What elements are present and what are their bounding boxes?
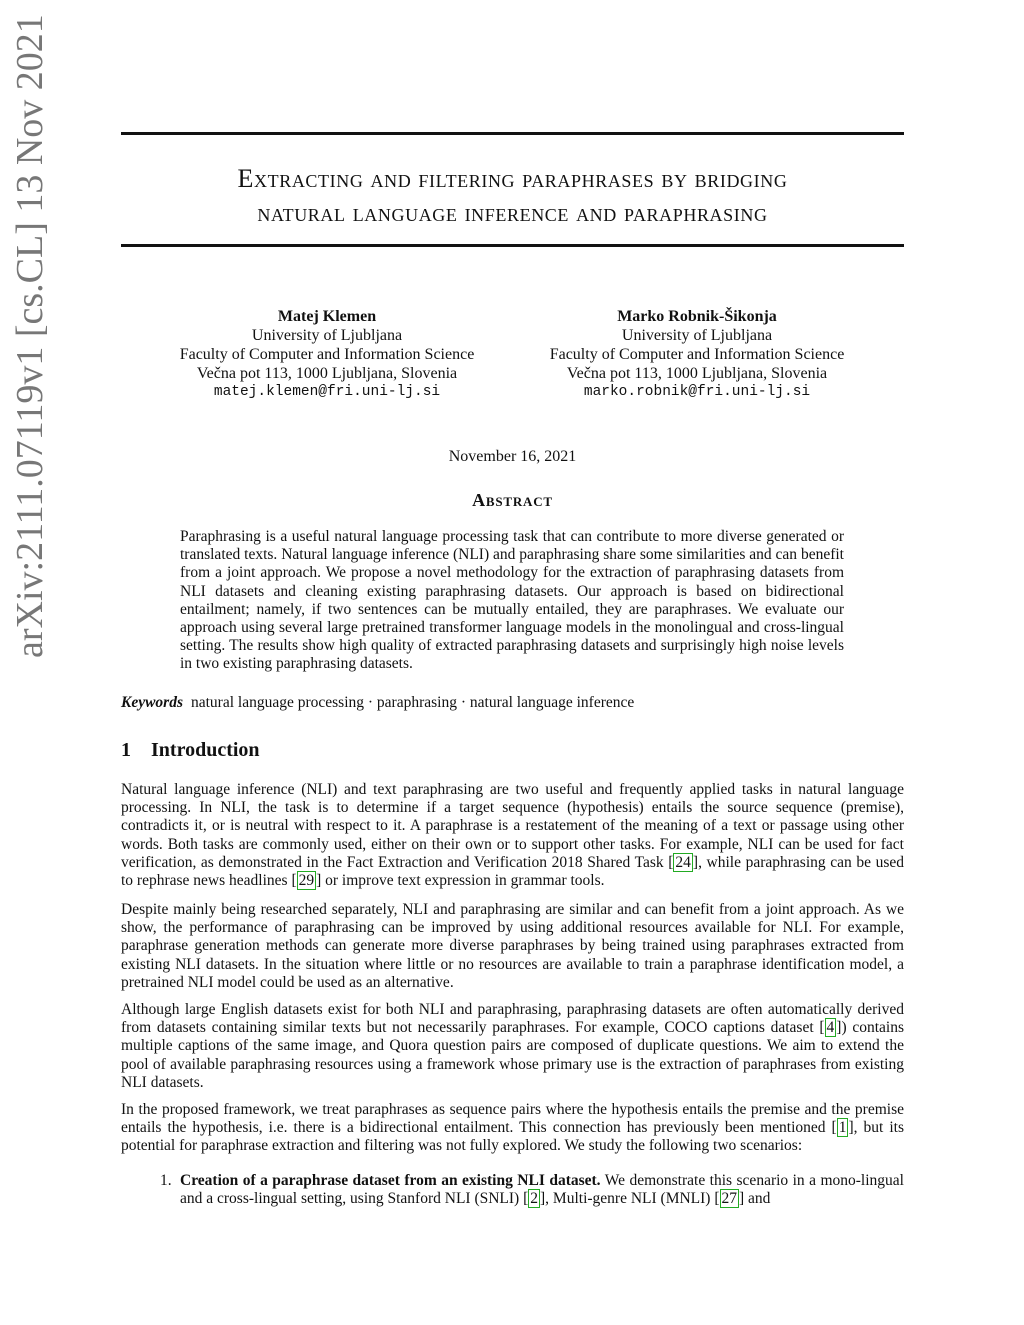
text-run: ] and [739, 1190, 771, 1208]
text-run: Although large English datasets exist for both NLI and paraphrasing, paraphrasing datasets are often automatically derived from datasets containing similar texts but not necessarily paraphrases. For example, COCO captions dataset [ [121, 1001, 904, 1037]
scenario-list-item-1 [160, 1172, 904, 1208]
author-name: Marko Robnik-Šikonja [617, 308, 777, 325]
text-run: ]) contains multiple captions of the same image, and Quora question pairs are composed of duplicate questions. We aim to extend the pool of available paraphrasing resources using a framework whose primary use is the extraction of paraphrases from existing NLI datasets. [121, 1019, 904, 1091]
keywords-text: natural language processing · paraphrasing · natural language inference [191, 694, 635, 711]
intro-paragraph-1 [121, 781, 904, 890]
text-run: In the proposed framework, we treat paraphrases as sequence pairs where the hypothesis entails the premise and the premise entails the hypothesis, i.e. there is a bidirectional entailment. This connection has previously been mentioned [ [121, 1101, 904, 1137]
citation-link[interactable]: 4 [826, 1019, 835, 1037]
author-block-2 [507, 307, 887, 402]
author-affiliation: University of Ljubljana [621, 327, 773, 344]
text-run: ], Multi-genre NLI (MNLI) [ [540, 1190, 720, 1208]
keywords-label: Keywords [121, 694, 183, 711]
intro-paragraph-4 [121, 1101, 904, 1156]
paper-date: November 16, 2021 [448, 448, 577, 465]
list-marker: 1. [160, 1172, 172, 1189]
paper-title-line-2: natural language inference and paraphrasing [257, 198, 768, 227]
section-title: Introduction [151, 739, 260, 761]
intro-paragraph-2: Despite mainly being researched separately, NLI and paraphrasing are similar and can benefit from a joint approach. As we show, the performance of paraphrasing can be improved by using additional resources available for NLI. For example, paraphrase generation methods can generate more diverse paraphrases by being trained using paraphrases extracted from existing NLI datasets. In the situation where little or no resources are available to train a paraphrase identification model, a pretrained NLI model could be used as an alternative. [121, 901, 904, 991]
title-bottom-rule [121, 244, 904, 247]
keywords-line [121, 694, 634, 712]
abstract-heading: Abstract [472, 490, 553, 510]
author-department: Faculty of Computer and Information Science [549, 346, 845, 363]
section-heading-introduction [121, 739, 260, 762]
text-run: ], while paraphrasing can be used to rephrase news headlines [ [121, 853, 905, 890]
title-top-rule [121, 132, 904, 135]
citation-link[interactable]: 2 [530, 1190, 539, 1208]
list-item-lead: Creation of a paraphrase dataset from an existing NLI dataset. [180, 1172, 601, 1189]
author-affiliation: University of Ljubljana [251, 327, 403, 344]
paper-title-line-1: Extracting and filtering paraphrases by bridging [237, 164, 788, 193]
author-email[interactable]: matej.klemen@fri.uni-lj.si [213, 384, 441, 400]
arxiv-side-stamp: arXiv:2111.07119v1 [cs.CL] 13 Nov 2021 [9, 14, 51, 658]
citation-link[interactable]: 1 [838, 1119, 847, 1137]
intro-paragraph-3 [121, 1001, 904, 1092]
author-address: Večna pot 113, 1000 Ljubljana, Slovenia [566, 365, 828, 382]
text-run: Natural language inference (NLI) and text paraphrasing are two useful and frequently applied tasks in natural language processing. In NLI, the task is to determine if a target sequence (hypothesis) entails the source sequence (premise), contradicts it, or is neutral with respect to it. A paraphrase is a restatement of the meaning of a text or passage using other words. Both tasks are commonly used, either on their own or to support other tasks. For example, NLI can be used for fact verification, as demonstrated in the Fact Extraction and Verification 2018 Shared Task [ [121, 781, 904, 871]
author-address: Večna pot 113, 1000 Ljubljana, Slovenia [196, 365, 458, 382]
author-name: Matej Klemen [277, 308, 377, 325]
citation-link[interactable]: 24 [675, 853, 691, 871]
abstract-text: Paraphrasing is a useful natural language processing task that can contribute to more diverse generated or translated texts. Natural language inference (NLI) and paraphrasing share some similarities and can benefit from a joint approach. We propose a novel methodology for the extraction of paraphrasing datasets from NLI datasets and cleaning existing paraphrasing datasets. Our approach is based on bidirectional entailment; namely, if two sentences can be mutually entailed, they are paraphrases. We evaluate our approach using several large pretrained transformer language models in the monolingual and cross-lingual setting. The results show high quality of extracted paraphrasing datasets and surprisingly high noise levels in two existing paraphrasing datasets. [180, 528, 844, 673]
section-number: 1 [121, 739, 131, 761]
author-email[interactable]: marko.robnik@fri.uni-lj.si [583, 384, 811, 400]
author-block-1 [137, 307, 517, 402]
text-run: ] or improve text expression in grammar tools. [316, 872, 605, 890]
author-department: Faculty of Computer and Information Science [179, 346, 475, 363]
text-run: ], but its potential for paraphrase extraction and filtering was not fully explored. We study the following two scenarios: [121, 1119, 904, 1155]
text-run: We demonstrate this scenario in a mono-lingual and a cross-lingual setting, using Stanford NLI (SNLI) [ [180, 1172, 904, 1208]
citation-link[interactable]: 27 [721, 1190, 737, 1208]
citation-link[interactable]: 29 [298, 872, 315, 890]
